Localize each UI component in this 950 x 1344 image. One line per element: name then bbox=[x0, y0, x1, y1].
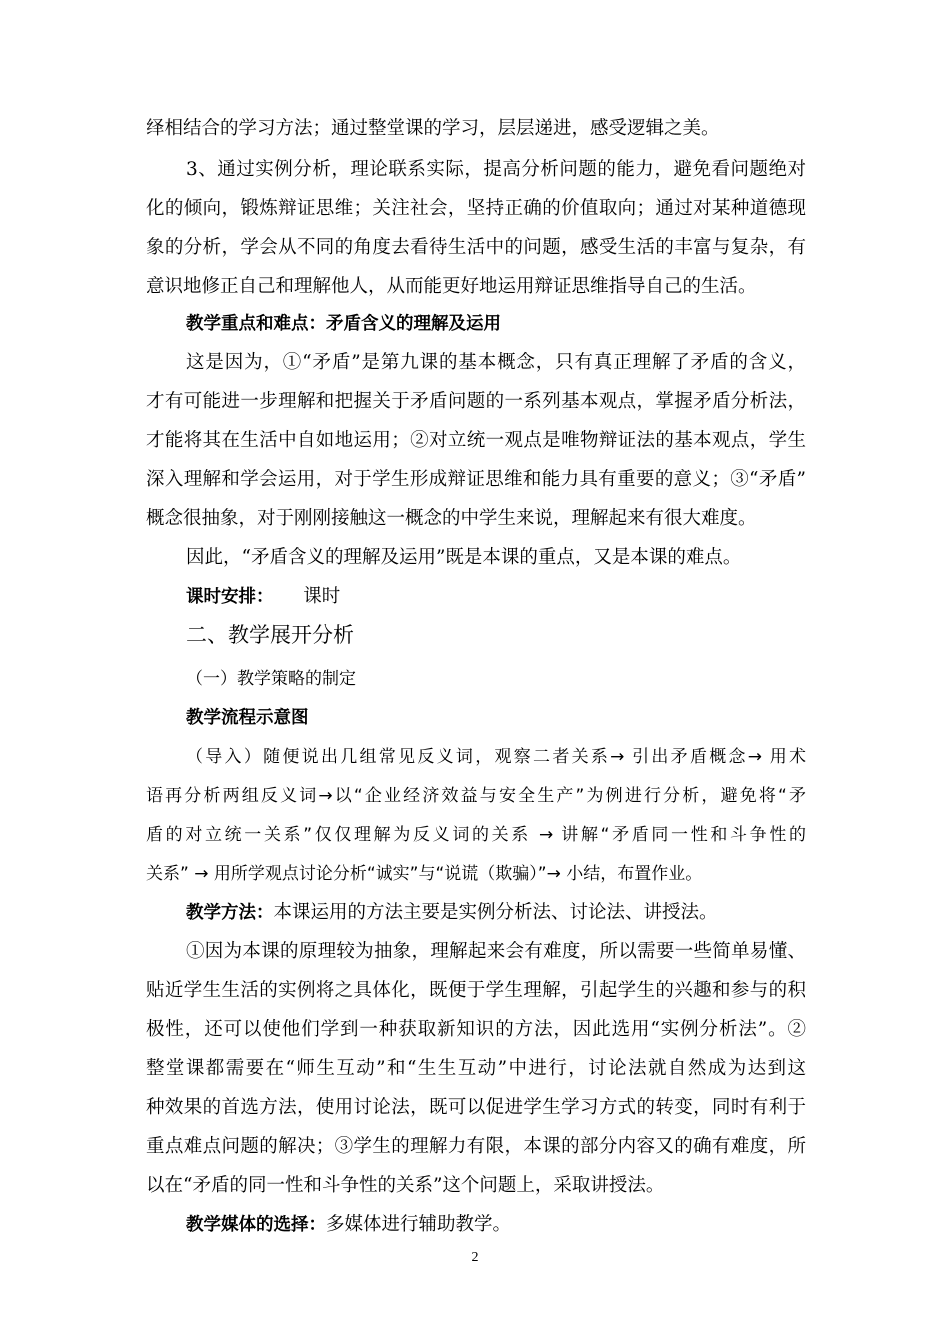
paragraph-line: 才能将其在生活中自如地运用；②对立统一观点是唯物辩证法的基本观点，学生 bbox=[146, 430, 806, 451]
paragraph-line: 这是因为，①“矛盾”是第九课的基本概念，只有真正理解了矛盾的含义， bbox=[186, 352, 806, 373]
schedule-label: 课时安排： bbox=[186, 587, 274, 607]
paragraph-line: 以在“矛盾的同一性和斗争性的关系”这个问题上，采取讲授法。 bbox=[146, 1175, 665, 1196]
flow-line: 关系” → 用所学观点讨论分析“诚实”与“说谎（欺骗）”→ 小结，布置作业。 bbox=[146, 864, 703, 884]
media-value: 多媒体进行辅助教学。 bbox=[326, 1214, 512, 1235]
paragraph-line: ①因为本课的原理较为抽象，理解起来会有难度，所以需要一些简单易懂、 bbox=[186, 941, 806, 962]
schedule-value: 课时 bbox=[303, 586, 341, 607]
media-line bbox=[146, 1212, 806, 1238]
page-number: 2 bbox=[471, 1250, 479, 1265]
paragraph-line: 整堂课都需要在“师生互动”和“生生互动”中进行，讨论法就自然成为达到这 bbox=[146, 1058, 806, 1079]
paragraph-line: 才有可能进一步理解和把握关于矛盾问题的一系列基本观点，掌握矛盾分析法， bbox=[146, 391, 806, 412]
flow-line: （导入）随便说出几组常见反义词，观察二者关系→ 引出矛盾概念→ 用术 bbox=[186, 747, 806, 767]
paragraph-line: 贴近学生生活的实例将之具体化，既便于学生理解，引起学生的兴趣和参与的积 bbox=[146, 980, 806, 1001]
paragraph-line: 种效果的首选方法，使用讨论法，既可以促进学生学习方式的转变，同时有利于 bbox=[146, 1097, 806, 1118]
paragraph-line: 深入理解和学会运用，对于学生形成辩证思维和能力具有重要的意义；③“矛盾” bbox=[146, 469, 806, 490]
paragraph-line: 概念很抽象，对于刚刚接触这一概念的中学生来说，理解起来有很大难度。 bbox=[146, 508, 757, 529]
subsection-title: （一）教学策略的制定 bbox=[186, 669, 356, 689]
media-label: 教学媒体的选择： bbox=[186, 1215, 326, 1235]
paragraph-line: 象的分析，学会从不同的角度去看待生活中的问题，感受生活的丰富与复杂，有 bbox=[146, 237, 806, 258]
paragraph-line: 绎相结合的学习方法；通过整堂课的学习，层层递进，感受逻辑之美。 bbox=[146, 118, 720, 139]
paragraph-line: 重点难点问题的解决；③学生的理解力有限，本课的部分内容又的确有难度，所 bbox=[146, 1136, 806, 1157]
paragraph-line: 化的倾向，锻炼辩证思维；关注社会，坚持正确的价值取向；通过对某种道德现 bbox=[146, 198, 806, 219]
flow-heading: 教学流程示意图 bbox=[186, 708, 309, 728]
flow-line: 盾的对立统一关系”仅仅理解为反义词的关系 → 讲解“矛盾同一性和斗争性的 bbox=[146, 825, 806, 845]
methods-label: 教学方法： bbox=[186, 903, 274, 923]
key-points-heading: 教学重点和难点：矛盾含义的理解及运用 bbox=[186, 314, 501, 334]
flow-line: 语再分析两组反义词→以“企业经济效益与安全生产”为例进行分析，避免将“矛 bbox=[146, 786, 806, 806]
paragraph-line: 因此，“矛盾含义的理解及运用”既是本课的重点，又是本课的难点。 bbox=[186, 547, 742, 568]
section-title: 二、教学展开分析 bbox=[186, 623, 354, 647]
paragraph-line: 意识地修正自己和理解他人，从而能更好地运用辩证思维指导自己的生活。 bbox=[146, 276, 757, 297]
methods-value: 本课运用的方法主要是实例分析法、讨论法、讲授法。 bbox=[273, 902, 718, 923]
paragraph-line: 极性，还可以使他们学到一种获取新知识的方法，因此选用“实例分析法”。② bbox=[146, 1019, 806, 1040]
paragraph-line: 3、通过实例分析，理论联系实际，提高分析问题的能力，避免看问题绝对 bbox=[186, 159, 806, 180]
methods-line bbox=[146, 900, 806, 926]
schedule-line bbox=[146, 584, 806, 610]
